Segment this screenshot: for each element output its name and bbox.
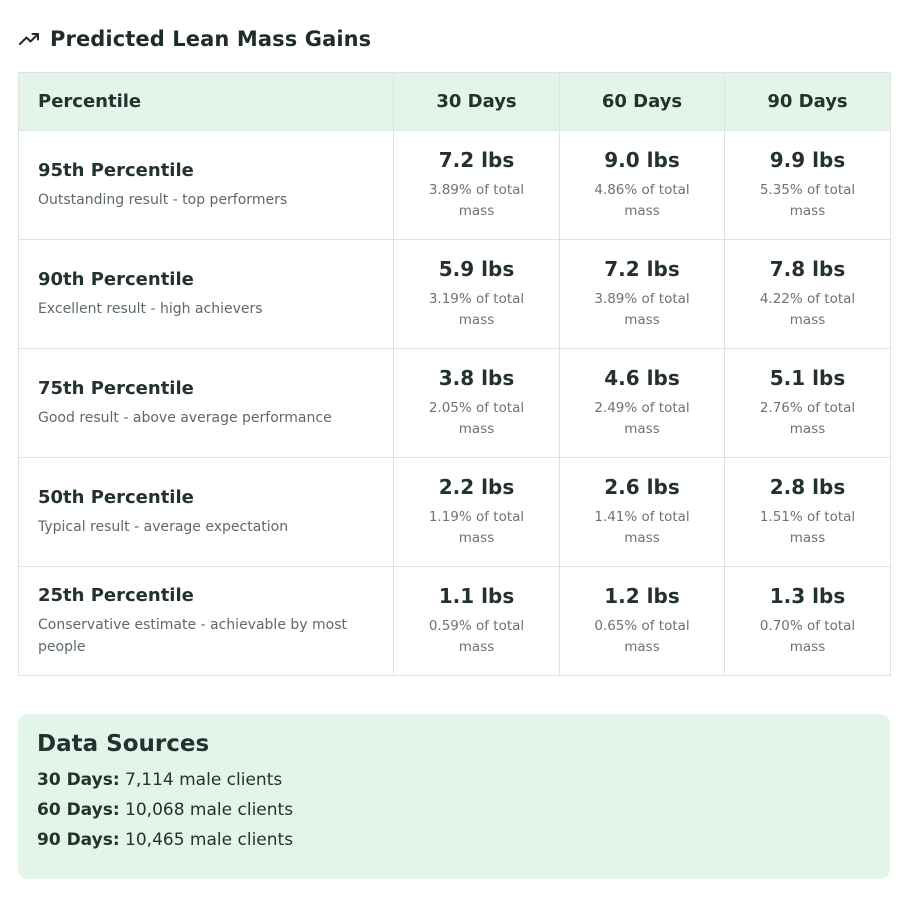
percentile-description: Typical result - average expectation (38, 518, 289, 535)
value-cell-90-days (725, 458, 891, 567)
data-source-item (37, 765, 871, 795)
gain-percent: 0.70% of total mass (759, 618, 856, 655)
percentile-title: 25th Percentile (38, 584, 194, 606)
gain-lbs: 2.6 lbs (604, 475, 680, 499)
percentile-description: Conservative estimate - achievable by most people (38, 616, 347, 655)
gain-percent: 0.59% of total mass (428, 618, 525, 655)
percentile-description: Excellent result - high achievers (38, 300, 263, 317)
data-source-label: 60 Days: (37, 800, 120, 820)
gain-percent: 1.41% of total mass (594, 509, 690, 546)
percentile-title: 75th Percentile (38, 377, 194, 399)
value-cell-90-days (725, 349, 891, 458)
data-source-value: 10,465 male clients (125, 830, 294, 850)
gain-lbs: 1.1 lbs (438, 584, 515, 608)
value-cell-90-days (725, 131, 891, 240)
gain-percent: 0.65% of total mass (594, 618, 690, 655)
gain-lbs: 2.8 lbs (769, 475, 846, 499)
gain-lbs: 9.9 lbs (769, 148, 846, 172)
percentile-cell (19, 567, 394, 676)
gain-lbs: 7.8 lbs (769, 257, 846, 281)
column-header-90-days: 90 Days (725, 73, 891, 131)
table-row (19, 458, 891, 567)
gain-percent: 3.89% of total mass (428, 182, 525, 219)
value-cell-30-days (394, 567, 560, 676)
gain-percent: 3.89% of total mass (594, 291, 690, 328)
percentile-cell (19, 131, 394, 240)
value-cell-30-days (394, 349, 560, 458)
gain-lbs: 7.2 lbs (604, 257, 680, 281)
gain-lbs: 7.2 lbs (438, 148, 515, 172)
percentile-description: Outstanding result - top performers (38, 191, 288, 208)
value-cell-30-days (394, 240, 560, 349)
data-sources-title: Data Sources (37, 731, 210, 757)
data-sources-panel (18, 714, 890, 879)
gain-percent: 1.19% of total mass (428, 509, 525, 546)
lean-mass-table (18, 72, 891, 676)
data-source-item (37, 825, 871, 855)
data-source-value: 7,114 male clients (125, 770, 283, 790)
gain-percent: 2.76% of total mass (759, 400, 856, 437)
column-header-30-days: 30 Days (394, 73, 560, 131)
table-row (19, 349, 891, 458)
value-cell-30-days (394, 131, 560, 240)
page-title: Predicted Lean Mass Gains (50, 27, 372, 51)
gain-percent: 4.86% of total mass (594, 182, 690, 219)
gain-lbs: 2.2 lbs (438, 475, 515, 499)
table-row (19, 240, 891, 349)
gain-percent: 5.35% of total mass (759, 182, 856, 219)
table-header-row (19, 73, 891, 131)
gain-lbs: 1.2 lbs (604, 584, 680, 608)
percentile-title: 90th Percentile (38, 268, 194, 290)
percentile-title: 50th Percentile (38, 486, 194, 508)
data-source-item (37, 795, 871, 825)
percentile-cell (19, 349, 394, 458)
trending-up-icon (18, 27, 42, 51)
table-row (19, 131, 891, 240)
gain-percent: 2.49% of total mass (594, 400, 690, 437)
value-cell-60-days (560, 131, 725, 240)
gain-lbs: 5.9 lbs (438, 257, 515, 281)
column-header-percentile: Percentile (19, 73, 394, 131)
percentile-title: 95th Percentile (38, 159, 194, 181)
data-source-value: 10,068 male clients (125, 800, 294, 820)
column-header-60-days: 60 Days (560, 73, 725, 131)
gain-lbs: 4.6 lbs (604, 366, 680, 390)
gain-percent: 2.05% of total mass (428, 400, 525, 437)
percentile-cell (19, 458, 394, 567)
gain-lbs: 9.0 lbs (604, 148, 680, 172)
data-source-label: 30 Days: (37, 770, 120, 790)
value-cell-90-days (725, 567, 891, 676)
gain-lbs: 3.8 lbs (438, 366, 515, 390)
section-header (18, 24, 371, 54)
percentile-cell (19, 240, 394, 349)
value-cell-60-days (560, 240, 725, 349)
gain-lbs: 5.1 lbs (769, 366, 846, 390)
gain-percent: 3.19% of total mass (428, 291, 525, 328)
value-cell-60-days (560, 349, 725, 458)
gain-lbs: 1.3 lbs (769, 584, 846, 608)
value-cell-90-days (725, 240, 891, 349)
value-cell-60-days (560, 458, 725, 567)
gain-percent: 1.51% of total mass (759, 509, 856, 546)
value-cell-60-days (560, 567, 725, 676)
table-row (19, 567, 891, 676)
data-source-label: 90 Days: (37, 830, 120, 850)
gain-percent: 4.22% of total mass (759, 291, 856, 328)
percentile-description: Good result - above average performance (38, 409, 332, 426)
value-cell-30-days (394, 458, 560, 567)
